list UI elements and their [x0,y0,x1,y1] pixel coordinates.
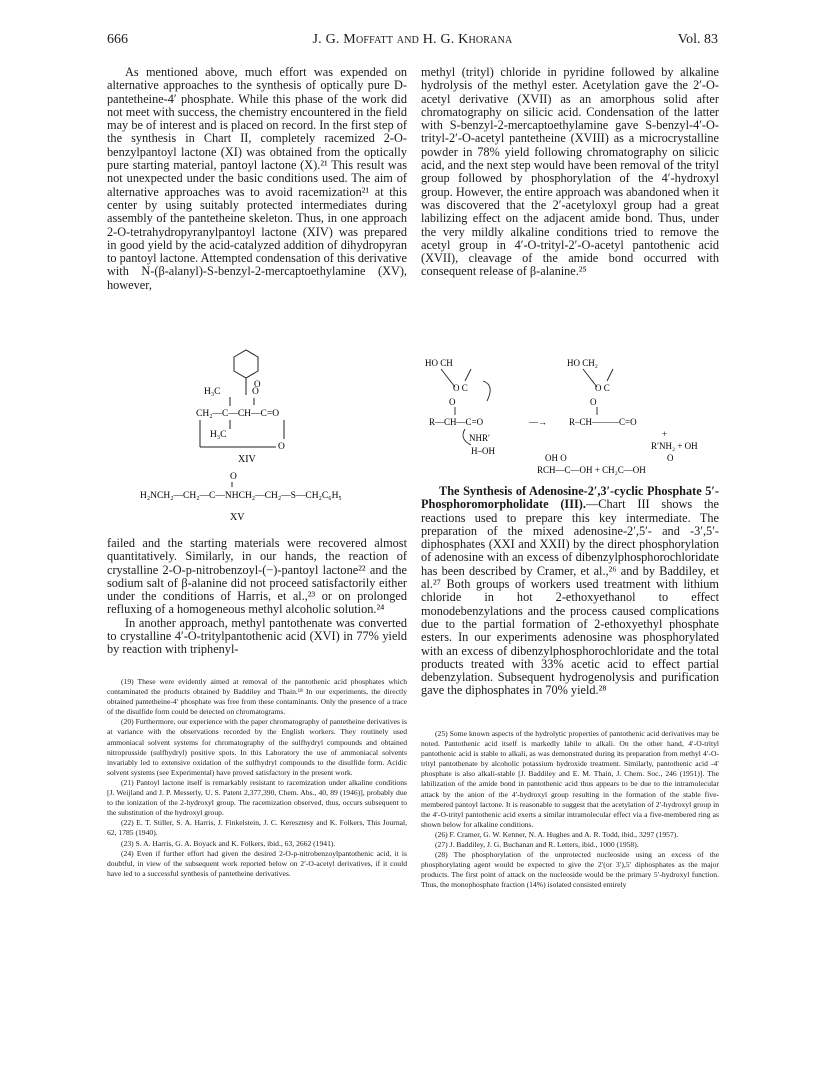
scheme-ho-ch-left: HO CH [425,358,453,368]
left-paragraph-3: In another approach, methyl pantothenate was converted to crystalline 4′-O-tritylpantothenic acid (XVI) in 77% yield by reaction with triphenyl- [107,615,407,657]
footnote-27: (27) J. Baddiley, J. G. Buchanan and R. Letters, ibid., 1000 (1958). [435,840,639,850]
volume-label: Vol. 83 [677,32,718,47]
footnote-21: (21) Pantoyl lactone itself is remarkably resistant to racemization under alkaline conditions [J. Weijland and J. P. Messerly, U. S. Patent 2,377,390, Chem. Abs., 40, 89 (1946)], probably due to the ionization of the 2-hydroxyl group. The racemization observed, thus, occurs subsequent to the substitution of the hydroxyl group. [107,777,407,818]
footnote-28: (28) The phosphorylation of the unprotected nucleoside using an excess of the phosphorylating agent would be expected to give the 2′(or 3′),5′ diphosphates as the major products. The first point of attack on the nucleoside would be the primary 5′-hydroxyl function. Thus, the monophosphate fraction (14%) isolated consisted entirely [421,850,719,890]
bond-left-2 [465,369,471,381]
footnote-26: (26) F. Cramer, G. W. Kenner, N. A. Hughes and A. R. Todd, ibid., 3297 (1957). [435,829,679,839]
right-paragraph-1: methyl (trityl) chloride in pyridine followed by alkaline hydrolysis of the methyl ester. Acetylation gave the 2′-O-acetyl derivative (XVII) as an amorphous solid after chromatography on silicic acid. Condensation of the latter with S-benzyl-2-mercaptoethylamine gave S-benzyl-4′-O-trityl-2′-O-acetyl pantetheine (XVIII) as a microcrystalline powder in 78% yield following chromatography on silicic acid, and the next step would have been removal of the trityl group followed by phosphorylation of the 4′-hydroxyl group. However, the entire approach was abandoned when it was discovered that the 2′-acetyloxyl group had a great labilizing effect on the adjacent amide bond. Thus, under the very mildly alkaline conditions tried to remove the acetyl group in 4′-O-trityl-2′-O-acetyl pantothenic acid (XVII), cleavage of the amide bond occurred with consequent release of β-alanine.²⁵ [421,65,719,279]
page-number: 666 [107,32,128,47]
scheme-ho-right: HO CH₂ [567,358,598,368]
xiv-label: XIV [238,454,256,465]
xiv-chain: CH₂—C—CH—C=O [196,409,280,419]
right-footnotes [421,729,719,891]
left-column-text-top [107,66,407,292]
scheme-plus: + [662,429,668,439]
left-paragraph-2: failed and the starting materials were recovered almost quantitatively. Similarly, in our hands, the reaction of crystalline 2-O-p-nitrobenzoyl-(−)-pantoyl lactone²² and the sodium salt of β-alanine did not proceed satisfactorily either under the conditions of Harris, et al.,²³ or on prolonged refluxing of a homogeneous methyl alcoholic solution.²⁴ [107,536,407,617]
scheme-h-oh: H–OH [471,446,495,456]
scheme-arrow: —→ [529,417,547,427]
running-head-authors: J. G. Moffatt and H. G. Khorana [312,32,513,47]
scheme-oh-o: OH O [545,453,567,463]
scheme-o-c-right: O C [595,383,610,393]
reaction-scheme-drawing [425,357,725,477]
xv-o: O [230,472,237,482]
bond-right-2 [607,369,613,381]
xiv-o-ring: O [278,442,285,452]
left-column-text-bottom [107,537,407,657]
xiv-h3c-top: H₃C [204,387,221,397]
scheme-bottom: RCH—C—OH + CH₂C—OH [537,465,646,475]
scheme-o-right: O [590,397,597,407]
scheme-o-left: O [449,397,456,407]
scheme-rnh2: R′NH₂ + OH [651,441,698,451]
structure-xiv-drawing [172,345,342,465]
section-title: The Synthesis of Adenosine-2′,3′-cyclic Phosphate 5′-Phosphoromorpholidate (III). [421,484,719,512]
right-paragraph-2-text: —Chart III shows the reactions used to prepare this key intermediate. The preparation of the mixed adenosine-2′,5′- and -3′,5′-diphosphates (XXI and XXII) by the direct phosphorylation of adenosine with an excess of dibenzylphosphorochloridate has been described by Cramer, et al.,²⁶ and by Baddiley, et al.²⁷ Both groups of workers used treatment with lithium chloride in hot 2-ethoxyethanol to effect monodebenzylations and the process caused complications due to the partial formation of 2-ethoxyethyl phosphate esters. In our experiments adenosine was phosphorylated with an excess of dibenzylphosphorochloridate and the total products treated with 33% acetic acid to effect partial debenzylation. Subsequent hydrogenolysis and purification gave the diphosphates in 70% yield.²⁸ [421,497,719,698]
scheme-o-c-left: O C [453,383,468,393]
footnote-20: (20) Furthermore, our experience with the paper chromatography of pantetheine derivatives is at variance with the observations recorded by the English workers. They routinely used ammoniacal solvent systems for chromatography of the sulfhydryl compounds and obtained nitroprusside (sulfhydryl) positive spots. In this Laboratory the use of ammoniacal solvents invariably led to extensive oxidation of the sulfhydryl compounds to the disulfide form. Acidic solvent systems (see Experimental) have proved satisfactory in the present work. [107,717,407,777]
scheme-nhr: NHR′ [469,433,490,443]
footnote-22: (22) E. T. Stiller, S. A. Harris, J. Finkelstein, J. C. Keresztesy and K. Folkers, This Journal, 62, 1785 (1940). [107,818,407,838]
xv-formula: H₂NCH₂—CH₂—C—NHCH₂—CH₂—S—CH₂C₆H₅ [140,491,342,501]
scheme-r-left: R—CH—C=O [429,417,484,427]
xv-label: XV [230,512,245,523]
structure-xv-drawing [140,470,380,525]
left-footnotes [107,677,407,879]
running-header [107,32,718,52]
reaction-scheme [425,357,725,477]
thp-ring [234,350,258,378]
right-paragraph-2 [421,485,719,698]
scheme-r-right: R–CH———C=O [569,417,637,427]
right-column-text-bottom [421,485,719,698]
footnote-24: (24) Even if further effort had given the desired 2-O-p-nitrobenzoylpantothenic acid, it is doubtful, in view of the subsequent work reported below on 2′-O-acetyl derivatives, if it could have led to a successful synthesis of pantetheine derivatives. [107,848,407,878]
footnote-25: (25) Some known aspects of the hydrolytic properties of pantothenic acid derivatives may be noted. Pantothenic acid itself is markedly labile to alkali. On the other hand, 4′-O-trityl pantothenic acid is stable to alkali, as was demonstrated during its preparation from methyl 4′-O-trityl pantothenate by alcoholic potassium hydroxide treatment. Similarly, pantothenic acid -4′ phosphate is also alkali-stable [J. Baddiley and E. M. Thain, J. Chem. Soc., 246 (1951)]. The labilization of the amide bond in pantothenic acid thus appears to be due to the intramolecular attack by the anion of the 4′-hydroxyl group resulting in the formation of the stable five-membered pantoyl lactone. It is reasonable to suggest that the acetylation of 2′-hydroxyl group in the 4′-O-trityl pantothenic acid exerts a similar intramolecular effect via a five-membered ring as shown below for alkaline conditions. [421,729,719,829]
structure-xv [140,470,380,525]
thp-o: O [254,379,261,389]
xiv-o-top: O [252,387,259,397]
xiv-h3c-bottom: H₃C [210,430,227,440]
left-paragraph-1: As mentioned above, much effort was expended on alternative approaches to the synthesis of optically pure D-pantetheine-4′ phosphate. While this phase of the work did not meet with success, the chemistry encountered in the field may be of interest and is placed on record. In the first step of the synthesis in Chart II, completely racemized 2-O-benzylpantoyl lactone (XI) was obtained from the optically pure starting material, pantoyl lactone (X).²¹ This result was not unexpected under the basic conditions used. The aim of alternative approaches was to avoid racemization²¹ at this center by using suitably protected intermediates during assembly of the pantetheine skeleton. Thus, in one approach 2-O-tetrahydropyranylpantoyl lactone (XIV) was prepared in good yield by the acid-catalyzed addition of dihydropyran to pantoyl lactone. Attempted condensation of this derivative with N-(β-alanyl)-S-benzyl-2-mercaptoethylamine (XV), however, [107,65,407,292]
structure-xiv [172,345,342,465]
right-column-text-top [421,66,719,279]
footnote-23: (23) S. A. Harris, G. A. Boyack and K. Folkers, ibid., 63, 2662 (1941). [121,838,336,848]
footnote-19: (19) These were evidently aimed at removal of the pantothenic acid phosphates which contaminated the products obtained by Baddiley and Thain.¹⁸ In our experiments, the directly obtained pantetheine-4′ phosphate was free from these contaminants. Only the presence of a trace of the disulfide form could be detected on chromatograms. [107,677,407,717]
arrow-curve-1 [483,381,490,401]
scheme-o2: O [667,453,674,463]
